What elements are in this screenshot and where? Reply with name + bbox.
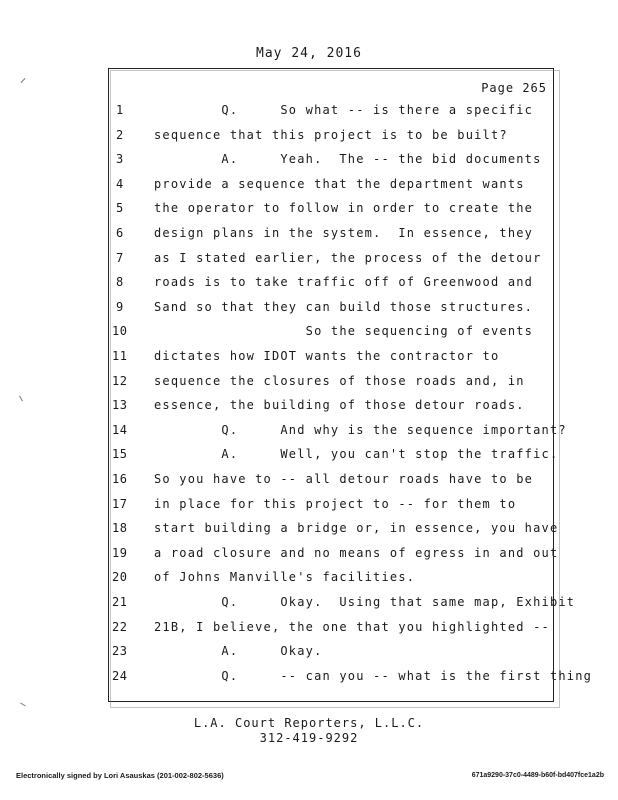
line-number: 7	[116, 251, 124, 265]
transcript-line: sequence the closures of those roads and, in	[154, 374, 525, 388]
line-number: 11	[112, 349, 128, 363]
line-number: 6	[116, 226, 124, 240]
transcript-line: Q. And why is the sequence important?	[154, 423, 567, 437]
line-number: 3	[116, 152, 124, 166]
line-number: 19	[112, 546, 128, 560]
line-number: 13	[112, 398, 128, 412]
transcript-line: A. Well, you can't stop the traffic.	[154, 447, 559, 461]
transcript-line: of Johns Manville's facilities.	[154, 570, 416, 584]
electronic-signature-line: Electronically signed by Lori Asauskas (201-002-802-5636)	[16, 771, 224, 780]
transcript-line: Q. -- can you -- what is the first thing	[154, 669, 593, 683]
line-number: 24	[112, 669, 128, 683]
line-number: 9	[116, 300, 124, 314]
document-id: 671a9290-37c0-4489-b60f-bd407fce1a2b	[471, 772, 604, 779]
transcript-line: a road closure and no means of egress in and out	[154, 546, 559, 560]
transcript-line: design plans in the system. In essence, they	[154, 226, 534, 240]
transcript-line: as I stated earlier, the process of the detour	[154, 251, 542, 265]
line-number: 1	[116, 103, 124, 117]
transcript-line: A. Yeah. The -- the bid documents	[154, 152, 542, 166]
transcript-line: Q. Okay. Using that same map, Exhibit	[154, 595, 576, 609]
transcript-line: So the sequencing of events	[154, 324, 534, 338]
scan-mark	[21, 78, 26, 83]
line-number: 4	[116, 177, 124, 191]
transcript-line: dictates how IDOT wants the contractor to	[154, 349, 500, 363]
line-number: 12	[112, 374, 128, 388]
line-number: 23	[112, 644, 128, 658]
transcript-line: provide a sequence that the department wants	[154, 177, 525, 191]
line-number: 17	[112, 497, 128, 511]
page-number: Page 265	[481, 81, 547, 95]
line-number: 18	[112, 521, 128, 535]
transcript-line: sequence that this project is to be built?	[154, 128, 508, 142]
line-number: 5	[116, 201, 124, 215]
transcript-line: Sand so that they can build those structures.	[154, 300, 534, 314]
header-date: May 24, 2016	[256, 46, 362, 61]
line-number: 2	[116, 128, 124, 142]
line-number: 20	[112, 570, 128, 584]
transcript-line: A. Okay.	[154, 644, 323, 658]
line-number: 22	[112, 620, 128, 634]
transcript-line: the operator to follow in order to create the	[154, 201, 534, 215]
line-number: 16	[112, 472, 128, 486]
transcript-line: start building a bridge or, in essence, you have	[154, 521, 559, 535]
transcript-line: So you have to -- all detour roads have to be	[154, 472, 534, 486]
footer-phone: 312-419-9292	[259, 731, 359, 745]
scan-mark	[19, 396, 23, 402]
line-number: 21	[112, 595, 128, 609]
line-number: 15	[112, 447, 128, 461]
scan-mark	[20, 703, 26, 707]
line-number: 8	[116, 275, 124, 289]
transcript-line: roads is to take traffic off of Greenwood and	[154, 275, 534, 289]
transcript-line: in place for this project to -- for them to	[154, 497, 517, 511]
transcript-line: Q. So what -- is there a specific	[154, 103, 534, 117]
footer-company: L.A. Court Reporters, L.L.C.	[193, 716, 425, 730]
line-number: 14	[112, 423, 128, 437]
line-number: 10	[112, 324, 128, 338]
transcript-line: 21B, I believe, the one that you highlighted --	[154, 620, 550, 634]
transcript-line: essence, the building of those detour roads.	[154, 398, 525, 412]
